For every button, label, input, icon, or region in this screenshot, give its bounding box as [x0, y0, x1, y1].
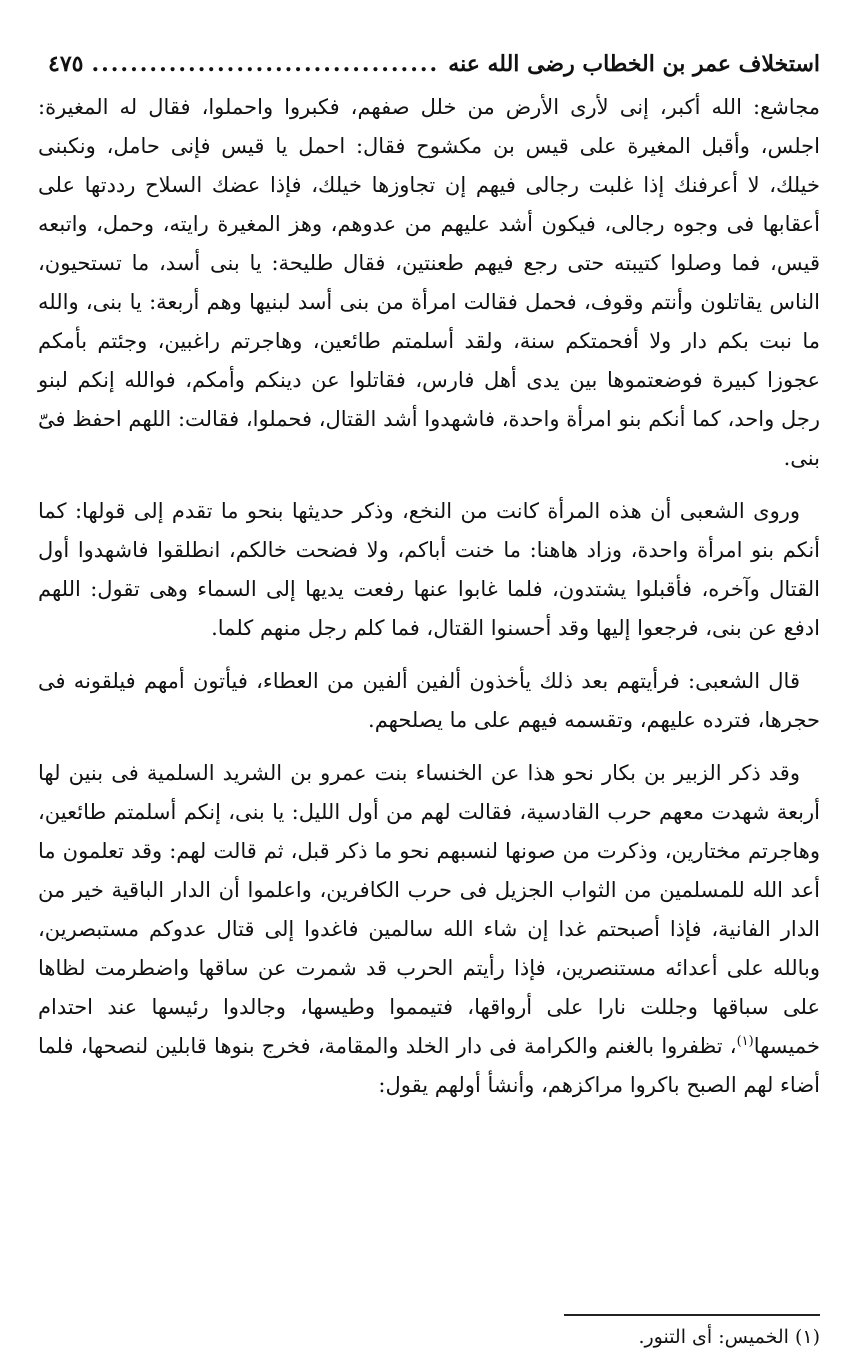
chapter-title: استخلاف عمر بن الخطاب رضى الله عنه: [448, 51, 820, 77]
footnote: (١) الخميس: أى التنور.: [638, 1326, 820, 1348]
footnote-reference[interactable]: (١): [736, 1034, 754, 1049]
paragraph: [38, 754, 820, 1105]
leader-dots: [91, 51, 440, 77]
footnote-divider: [564, 1314, 820, 1316]
paragraph: مجاشع: الله أكبر، إنى لأرى الأرض من خلل صفهم، فكبروا واحملوا، فقال له المغيرة: اجلس، وأقبل المغيرة على قيس بن مكشوح فقال: احمل يا قيس فإنى حامل، ونكبنى خيلك، لا أعرفنك إذا غلبت رجالى فيهم إن تجاوزها خيلك، فإذا عضك السلاح رددتها على أعقابها فى وجوه رجالى، فيكون أشد عليهم من عدوهم، وهز المغيرة رايته، وحمل، واتبعه قيس، فما وصلوا كتيبته حتى رجع فيهم طعنتين، فقال طليحة: يا بنى أسد، ما تستحيون، الناس يقاتلون وأنتم وقوف، فحمل فقالت امرأة من بنى أسد لبنيها وهم أربعة: يا بنى، والله ما نبت بكم دار ولا أفحمتكم سنة، ولقد أسلمتم طائعين، وهاجرتم راغبين، وجئتم بأمكم عجوزا كبيرة فوضعتموها بين يدى أهل فارس، فقاتلوا عن دينكم وأمكم، فوالله إنكم لبنو رجل واحد، كما أنكم بنو امرأة واحدة، فاشهدوا أشد القتال، فحملوا، فقالت: اللهم احفظ فىّ بنى.: [38, 95, 820, 470]
paragraph: وروى الشعبى أن هذه المرأة كانت من النخع، وذكر حديثها بنحو ما تقدم إلى قولها: كما أنكم بنو امرأة واحدة، وزاد هاهنا: ما خنت أباكم، ولا فضحت خالكم، انطلقوا فاشهدوا أول القتال وآخره، فأقبلوا يشتدون، فلما غابوا عنها رفعت يديها إلى السماء وهى تقول: اللهم ادفع عن بنى، فرجعوا إليها وقد أحسنوا القتال، فما كلم رجل منهم كلما.: [38, 499, 820, 640]
page-number: ٤٧٥: [48, 51, 84, 77]
main-text: [38, 88, 820, 1105]
paragraph-text: ، تظفروا بالغنم والكرامة فى دار الخلد والمقامة، فخرج بنوها قابلين لنصحها، فلما أضاء لهم الصبح باكروا مراكزهم، وأنشأ أولهم يقول:: [38, 1034, 820, 1097]
paragraph-text: وقد ذكر الزبير بن بكار نحو هذا عن الخنساء بنت عمرو بن الشريد السلمية فى بنين لها أربعة شهدت معهم حرب القادسية، فقالت لهم من أول الليل: يا بنى، إنكم أسلمتم طائعين، وهاجرتم مختارين، وذكرت من صونها لنسبهم نحو ما ذكر قبل، ثم قالت لهم: وقد تعلمون ما أعد الله للمسلمين من الثواب الجزيل فى حرب الكافرين، واعلموا أن الدار الباقية خير من الدار الفانية، فإذا أصبحتم غدا إن شاء الله سالمين فاغدوا إلى قتال عدوكم مستبصرين، وبالله على أعدائه مستنصرين، فإذا رأيتم الحرب قد شمرت عن ساقها واضطرمت لظاها على سباقها وجللت نارا على أرواقها، فتيمموا وطيسها، وجالدوا رئيسها عند احتدام خميسها: [38, 761, 820, 1058]
running-header: [48, 44, 820, 84]
paragraph: قال الشعبى: فرأيتهم بعد ذلك يأخذون ألفين ألفين من العطاء، فيأتون أمهم فيلقونه فى حجرها، فترده عليهم، وتقسمه فيهم على ما يصلحهم.: [38, 669, 820, 732]
